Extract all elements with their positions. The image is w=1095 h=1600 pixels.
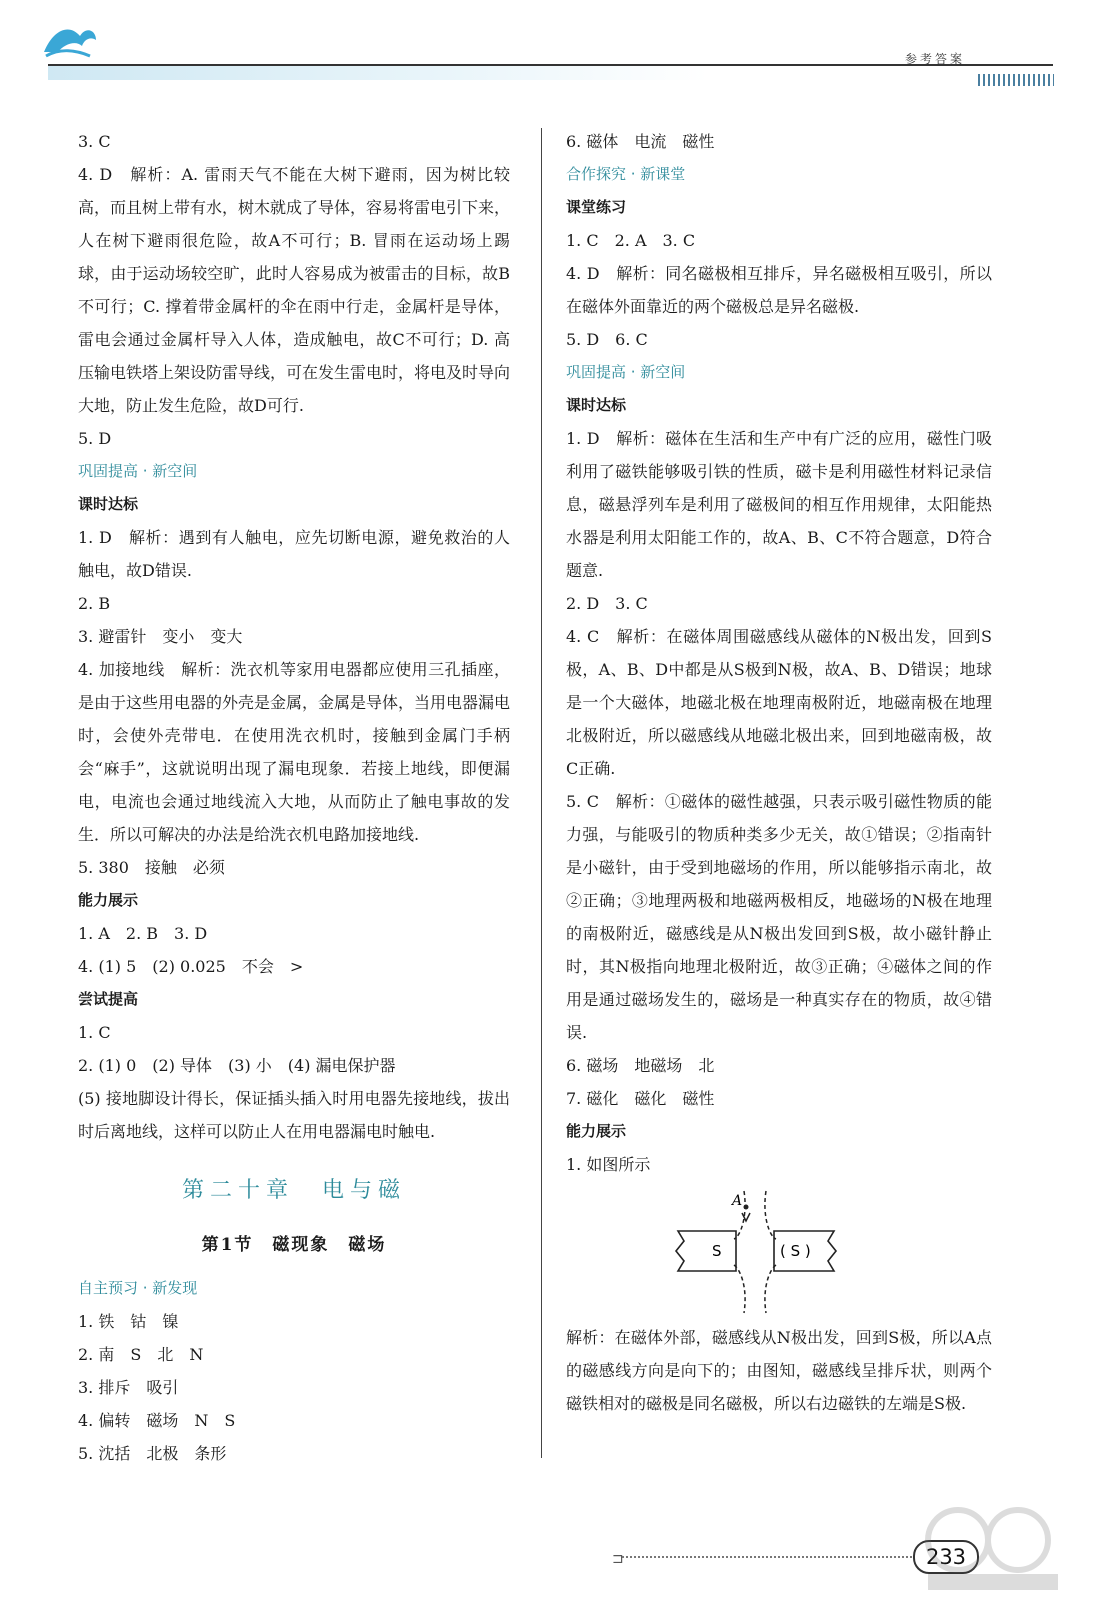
left-magnet — [676, 1231, 736, 1271]
answer-item: 6. 磁场 地磁场 北 — [566, 1056, 715, 1075]
answer-item: 1. A 2. B 3. D — [78, 924, 208, 943]
section-heading: 自主预习 · 新发现 — [78, 1279, 198, 1297]
section-heading: 巩固提高 · 新空间 — [78, 462, 198, 480]
answer-item: 5. D 6. C — [566, 330, 648, 349]
field-line — [765, 1265, 776, 1313]
field-line — [734, 1265, 745, 1313]
subsection-heading: 课时达标 — [566, 396, 627, 414]
watermark-logo-icon — [918, 1500, 1068, 1595]
answer-item: 1. C — [78, 1023, 111, 1042]
header-ticks — [978, 74, 1054, 86]
answer-item: 1. D 解析：磁体在生活和生产中有广泛的应用，磁性门吸利用了磁铁能够吸引铁的性质，磁卡是利用磁性材料记录信息，磁悬浮列车是利用了磁极间的相互作用规律，太阳能热水器是利用太阳能工作的，故A、B、C不符合题意，D符合题意. — [566, 429, 992, 580]
answer-item: 1. D 解析：遇到有人触电，应先切断电源，避免救治的人触电，故D错误. — [78, 528, 510, 580]
answer-item: 1. 如图所示 — [566, 1155, 651, 1174]
answer-item: 5. 沈括 北极 条形 — [78, 1444, 227, 1463]
subsection-heading: 能力展示 — [566, 1122, 627, 1140]
left-column — [78, 125, 510, 1470]
answer-item: 1. C 2. A 3. C — [566, 231, 696, 250]
left-magnet-label: S — [712, 1242, 722, 1260]
header-title: 参考答案 — [905, 52, 966, 66]
answer-item: 5. D — [78, 429, 112, 448]
lesson-title: 第1节 磁现象 磁场 — [201, 1235, 387, 1255]
section-heading: 合作探究 · 新课堂 — [566, 165, 686, 183]
footer-dotted-rule — [622, 1556, 912, 1558]
answer-item: 4. 偏转 磁场 N S — [78, 1411, 236, 1430]
point-a-label: A — [732, 1193, 743, 1209]
chapter-title: 第二十章 电与磁 — [181, 1178, 406, 1203]
answer-item: (5) 接地脚设计得长，保证插头插入时用电器先接地线，拔出时后离地线，这样可以防止人在用电器漏电时触电. — [78, 1089, 510, 1141]
answer-item: 2. D 3. C — [566, 594, 648, 613]
answer-item: 3. 避雷针 变小 变大 — [78, 627, 243, 646]
answer-item: 7. 磁化 磁化 磁性 — [566, 1089, 715, 1108]
page-number: 233 — [913, 1540, 979, 1574]
magnet-field-diagram — [674, 1187, 844, 1317]
answer-item: 4. D 解析：A. 雷雨天气不能在大树下避雨，因为树比较高，而且树上带有水，树木就成了导体，容易将雷电引下来，人在树下避雨很危险，故A不可行；B. 冒雨在运动场上踢球，由于运动场较空旷，此时人容易成为被雷击的目标，故B不可行；C. 撑着带金属杆的伞在雨中行走，金属杆是导体，雷电会通过金属杆导入人体，造成触电，故C不可行；D. 高压输电铁塔上架设防雷导线，可在发生雷电时，将电及时导向大地，防止发生危险，故D可行. — [78, 165, 511, 415]
answer-item: 5. 380 接触 必须 — [78, 858, 225, 877]
column-divider — [541, 128, 542, 1458]
subsection-heading: 尝试提高 — [78, 990, 139, 1008]
header-band — [48, 66, 708, 80]
page-header — [0, 0, 1095, 100]
right-column — [566, 125, 992, 1420]
point-a-marker — [744, 1205, 749, 1210]
answer-item: 4. C 解析：在磁体周围磁感线从磁体的N极出发，回到S极，A、B、D中都是从S极到N极，故A、B、D错误；地球是一个大磁体，地磁北极在地理南极附近，地磁南极在地理北极附近，所以磁感线从地磁北极出来，回到地磁南极，故C正确. — [566, 627, 992, 778]
footer-bracket-icon: ⊐ — [612, 1551, 624, 1567]
answer-item: 4. (1) 5 (2) 0.025 不会 > — [78, 957, 304, 976]
answer-item: 6. 磁体 电流 磁性 — [566, 132, 715, 151]
answer-item: 4. 加接地线 解析：洗衣机等家用电器都应使用三孔插座，是由于这些用电器的外壳是金属，金属是导体，当用电器漏电时，会使外壳带电．在使用洗衣机时，接触到金属门手柄会“麻手”，这就说明出现了漏电现象．若接上地线，即便漏电，电流也会通过地线流入大地，从而防止了触电事故的发生．所以可解决的办法是给洗衣机电路加接地线. — [78, 660, 511, 844]
answer-item: 2. (1) 0 (2) 导体 (3) 小 (4) 漏电保护器 — [78, 1056, 396, 1075]
answer-item: 解析：在磁体外部，磁感线从N极出发，回到S极，所以A点的磁感线方向是向下的；由图知，磁感线呈排斥状，则两个磁铁相对的磁极是同名磁极，所以右边磁铁的左端是S极. — [566, 1328, 992, 1413]
wave-logo-icon — [40, 18, 100, 66]
answer-item: 5. C 解析：①磁体的磁性越强，只表示吸引磁性物质的能力强，与能吸引的物质种类多少无关，故①错误；②指南针是小磁针，由于受到地磁场的作用，所以能够指示南北，故②正确；③地理两极和地磁两极相反，地磁场的N极在地理的南极附近，磁感线是从N极出发回到S极，故小磁针静止时，其N极指向地理北极附近，故③正确；④磁体之间的作用是通过磁场发生的，磁场是一种真实存在的物质，故④错误. — [566, 792, 992, 1042]
header-rule — [48, 64, 1053, 66]
answer-item: 2. 南 S 北 N — [78, 1345, 204, 1364]
answer-item: 1. 铁 钴 镍 — [78, 1312, 179, 1331]
subsection-heading: 课堂练习 — [566, 198, 627, 216]
answer-item: 3. C — [78, 132, 111, 151]
subsection-heading: 课时达标 — [78, 495, 139, 513]
answer-item: 2. B — [78, 594, 111, 613]
section-heading: 巩固提高 · 新空间 — [566, 363, 686, 381]
right-magnet-label: ( S ) — [780, 1242, 811, 1260]
subsection-heading: 能力展示 — [78, 891, 139, 909]
answer-item: 4. D 解析：同名磁极相互排斥，异名磁极相互吸引，所以在磁体外面靠近的两个磁极总是异名磁极. — [566, 264, 992, 316]
answer-item: 3. 排斥 吸引 — [78, 1378, 179, 1397]
